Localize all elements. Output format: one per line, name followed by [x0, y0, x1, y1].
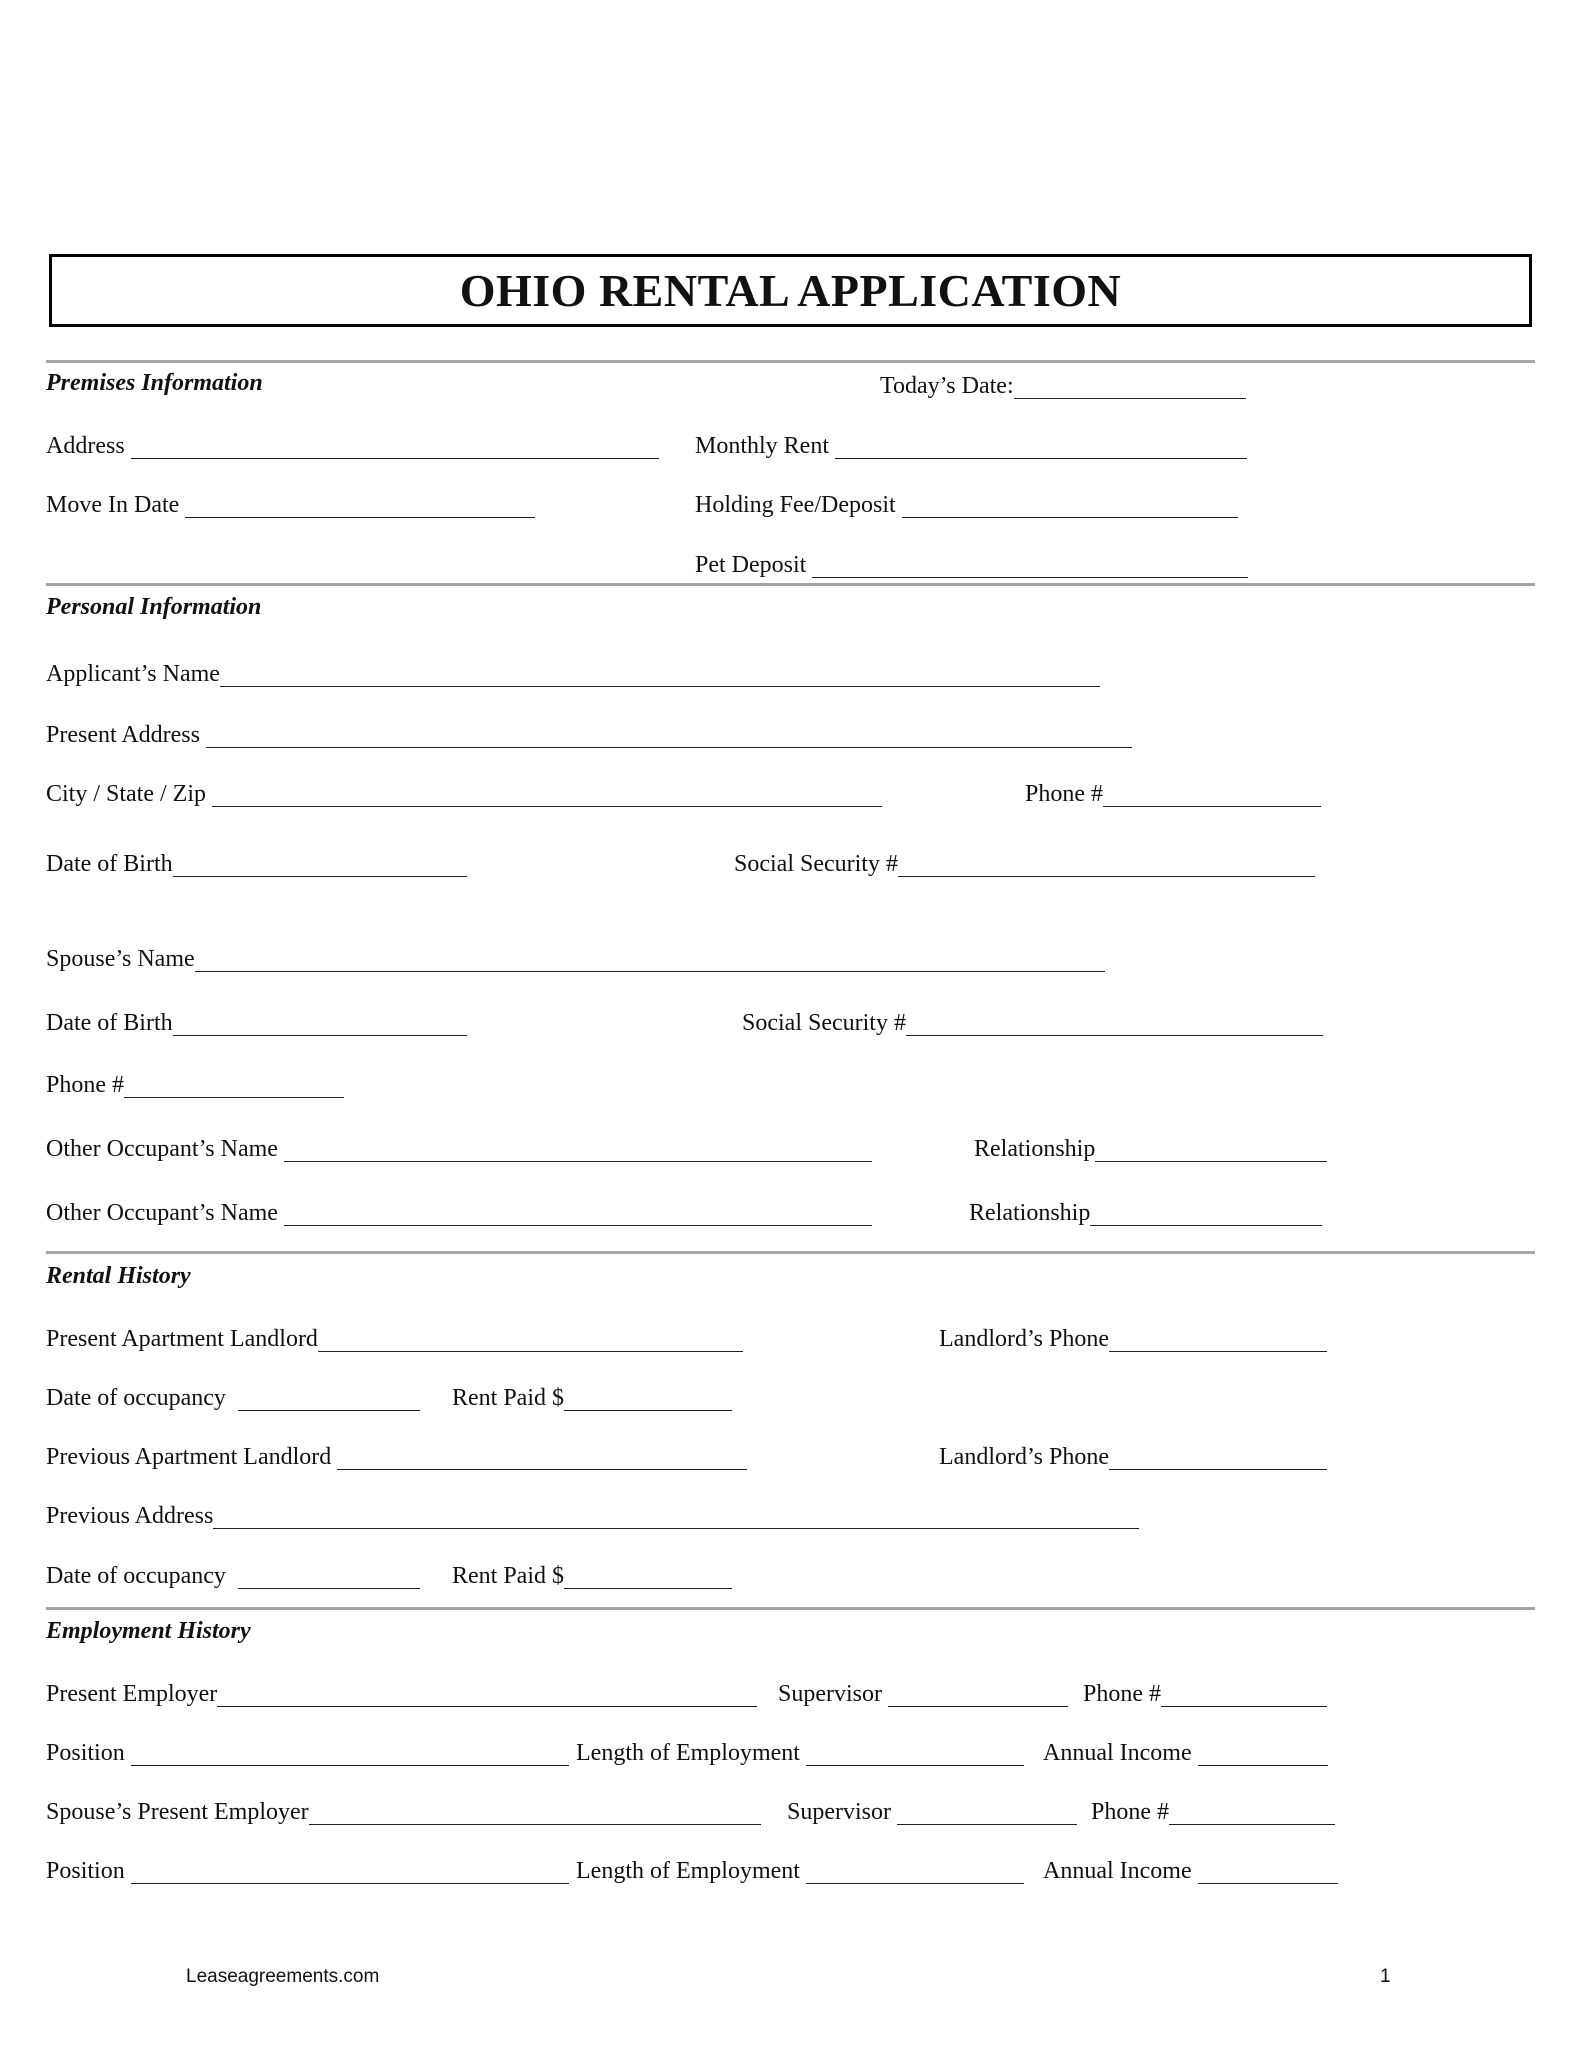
- position-field[interactable]: [46, 1736, 569, 1766]
- spouse-date-of-birth-label: Date of Birth: [46, 1010, 173, 1036]
- holding-fee-field[interactable]: [695, 488, 1238, 518]
- previous-landlord-phone-field[interactable]: [939, 1440, 1327, 1470]
- rent-paid-label: Rent Paid $: [452, 1385, 564, 1411]
- todays-date-field[interactable]: [880, 369, 1246, 399]
- landlords-phone-blank[interactable]: [1109, 1447, 1327, 1470]
- length-of-employment-label: Length of Employment: [576, 1858, 800, 1884]
- present-landlord-field[interactable]: [46, 1322, 743, 1352]
- holding-fee-label: Holding Fee/Deposit: [695, 492, 896, 518]
- position-blank[interactable]: [131, 1743, 569, 1766]
- spouse-social-security-field[interactable]: [742, 1006, 1323, 1036]
- date-of-birth-field[interactable]: [46, 847, 467, 877]
- rent-paid-blank[interactable]: [564, 1388, 732, 1411]
- employer-phone-field[interactable]: [1083, 1677, 1327, 1707]
- spouses-name-blank[interactable]: [195, 949, 1105, 972]
- landlords-phone-label: Landlord’s Phone: [939, 1444, 1109, 1470]
- date-of-birth-label: Date of Birth: [46, 851, 173, 877]
- annual-income-field[interactable]: [1043, 1736, 1328, 1766]
- relationship-label: Relationship: [969, 1200, 1091, 1226]
- address-label: Address: [46, 433, 125, 459]
- annual-income-label: Annual Income: [1043, 1740, 1192, 1766]
- spouse-social-security-label: Social Security #: [742, 1010, 906, 1036]
- other-occupant-label: Other Occupant’s Name: [46, 1200, 278, 1226]
- length-of-employment-label: Length of Employment: [576, 1740, 800, 1766]
- phone-blank[interactable]: [1103, 784, 1321, 807]
- spouse-phone-field[interactable]: [46, 1068, 344, 1098]
- spouse-phone-label: Phone #: [46, 1072, 124, 1098]
- supervisor-blank[interactable]: [888, 1684, 1068, 1707]
- position-blank[interactable]: [131, 1861, 569, 1884]
- other-occupant-field-2[interactable]: [46, 1196, 872, 1226]
- date-of-birth-blank[interactable]: [173, 854, 467, 877]
- city-state-zip-field[interactable]: [46, 777, 882, 807]
- city-state-zip-label: City / State / Zip: [46, 781, 206, 807]
- footer-site: Leaseagreements.com: [186, 1966, 380, 1987]
- spouse-supervisor-field[interactable]: [787, 1795, 1077, 1825]
- section-divider: [46, 360, 1535, 363]
- spouse-social-security-blank[interactable]: [906, 1013, 1323, 1036]
- supervisor-label: Supervisor: [787, 1799, 891, 1825]
- supervisor-field[interactable]: [778, 1677, 1068, 1707]
- monthly-rent-field[interactable]: [695, 429, 1247, 459]
- move-in-date-field[interactable]: [46, 488, 535, 518]
- present-address-blank[interactable]: [206, 725, 1132, 748]
- section-divider: [46, 1251, 1535, 1254]
- landlords-phone-blank[interactable]: [1109, 1329, 1327, 1352]
- title-box: [49, 254, 1532, 327]
- relationship-blank[interactable]: [1090, 1203, 1322, 1226]
- rent-paid-field[interactable]: [452, 1381, 732, 1411]
- date-of-occupancy-blank[interactable]: [238, 1388, 420, 1411]
- previous-address-field[interactable]: [46, 1499, 1139, 1529]
- section-divider: [46, 583, 1535, 586]
- document-title: OHIO RENTAL APPLICATION: [459, 265, 1122, 316]
- employer-phone-label: Phone #: [1091, 1799, 1169, 1825]
- annual-income-blank[interactable]: [1198, 1743, 1328, 1766]
- present-address-label: Present Address: [46, 722, 200, 748]
- relationship-field-2[interactable]: [969, 1196, 1322, 1226]
- move-in-date-blank[interactable]: [185, 495, 535, 518]
- monthly-rent-blank[interactable]: [835, 436, 1247, 459]
- social-security-label: Social Security #: [734, 851, 898, 877]
- applicants-name-blank[interactable]: [220, 664, 1100, 687]
- spouse-employer-phone-field[interactable]: [1091, 1795, 1335, 1825]
- previous-landlord-blank[interactable]: [337, 1447, 747, 1470]
- section-heading-premises: Premises Information: [46, 370, 263, 396]
- present-landlord-label: Present Apartment Landlord: [46, 1326, 318, 1352]
- pet-deposit-label: Pet Deposit: [695, 552, 807, 578]
- address-field[interactable]: [46, 429, 659, 459]
- spouses-employer-field[interactable]: [46, 1795, 761, 1825]
- applicants-name-field[interactable]: [46, 657, 1100, 687]
- section-divider: [46, 1607, 1535, 1610]
- spouse-position-field[interactable]: [46, 1854, 569, 1884]
- section-heading-employment: Employment History: [46, 1618, 251, 1644]
- length-of-employment-field[interactable]: [576, 1736, 1024, 1766]
- length-of-employment-blank[interactable]: [806, 1861, 1024, 1884]
- spouse-length-of-employment-field[interactable]: [576, 1854, 1024, 1884]
- annual-income-blank[interactable]: [1198, 1861, 1338, 1884]
- todays-date-label: Today’s Date:: [880, 373, 1014, 399]
- employer-phone-blank[interactable]: [1161, 1684, 1327, 1707]
- previous-landlord-label: Previous Apartment Landlord: [46, 1444, 332, 1470]
- supervisor-blank[interactable]: [897, 1802, 1077, 1825]
- previous-rent-paid-field[interactable]: [452, 1559, 732, 1589]
- employer-phone-blank[interactable]: [1169, 1802, 1335, 1825]
- present-employer-label: Present Employer: [46, 1681, 218, 1707]
- previous-address-blank[interactable]: [213, 1506, 1139, 1529]
- date-of-occupancy-label: Date of occupancy: [46, 1563, 226, 1589]
- todays-date-blank[interactable]: [1014, 376, 1246, 399]
- landlords-phone-label: Landlord’s Phone: [939, 1326, 1109, 1352]
- rent-paid-label: Rent Paid $: [452, 1563, 564, 1589]
- present-employer-blank[interactable]: [217, 1684, 757, 1707]
- present-landlord-phone-field[interactable]: [939, 1322, 1327, 1352]
- date-of-occupancy-blank[interactable]: [238, 1566, 420, 1589]
- employer-phone-label: Phone #: [1083, 1681, 1161, 1707]
- previous-landlord-field[interactable]: [46, 1440, 747, 1470]
- spouse-phone-blank[interactable]: [124, 1075, 344, 1098]
- monthly-rent-label: Monthly Rent: [695, 433, 830, 459]
- present-landlord-blank[interactable]: [318, 1329, 743, 1352]
- pet-deposit-field[interactable]: [695, 548, 1248, 578]
- holding-fee-blank[interactable]: [902, 495, 1238, 518]
- position-label: Position: [46, 1740, 125, 1766]
- relationship-blank[interactable]: [1095, 1139, 1327, 1162]
- relationship-label: Relationship: [974, 1136, 1096, 1162]
- footer-page-number: 1: [1380, 1966, 1391, 1987]
- spouses-name-label: Spouse’s Name: [46, 946, 195, 972]
- address-blank[interactable]: [131, 436, 659, 459]
- present-address-field[interactable]: [46, 718, 1132, 748]
- spouse-date-of-birth-blank[interactable]: [173, 1013, 467, 1036]
- previous-date-of-occupancy-field[interactable]: [46, 1559, 420, 1589]
- other-occupant-blank[interactable]: [284, 1139, 872, 1162]
- date-of-occupancy-label: Date of occupancy: [46, 1385, 226, 1411]
- other-occupant-label: Other Occupant’s Name: [46, 1136, 278, 1162]
- pet-deposit-blank[interactable]: [812, 555, 1248, 578]
- date-of-occupancy-field[interactable]: [46, 1381, 420, 1411]
- applicants-name-label: Applicant’s Name: [46, 661, 220, 687]
- relationship-field[interactable]: [974, 1132, 1327, 1162]
- section-heading-rental: Rental History: [46, 1263, 191, 1289]
- spouse-annual-income-field[interactable]: [1043, 1854, 1338, 1884]
- phone-label: Phone #: [1025, 781, 1103, 807]
- spouses-employer-label: Spouse’s Present Employer: [46, 1799, 309, 1825]
- previous-address-label: Previous Address: [46, 1503, 214, 1529]
- other-occupant-field[interactable]: [46, 1132, 872, 1162]
- present-employer-field[interactable]: [46, 1677, 757, 1707]
- section-heading-personal: Personal Information: [46, 594, 262, 620]
- rent-paid-blank[interactable]: [564, 1566, 732, 1589]
- social-security-blank[interactable]: [898, 854, 1315, 877]
- spouses-name-field[interactable]: [46, 942, 1105, 972]
- annual-income-label: Annual Income: [1043, 1858, 1192, 1884]
- length-of-employment-blank[interactable]: [806, 1743, 1024, 1766]
- supervisor-label: Supervisor: [778, 1681, 882, 1707]
- move-in-date-label: Move In Date: [46, 492, 180, 518]
- position-label: Position: [46, 1858, 125, 1884]
- spouses-employer-blank[interactable]: [309, 1802, 761, 1825]
- city-state-zip-blank[interactable]: [212, 784, 882, 807]
- spouse-date-of-birth-field[interactable]: [46, 1006, 467, 1036]
- other-occupant-blank[interactable]: [284, 1203, 872, 1226]
- social-security-field[interactable]: [734, 847, 1315, 877]
- phone-field[interactable]: [1025, 777, 1321, 807]
